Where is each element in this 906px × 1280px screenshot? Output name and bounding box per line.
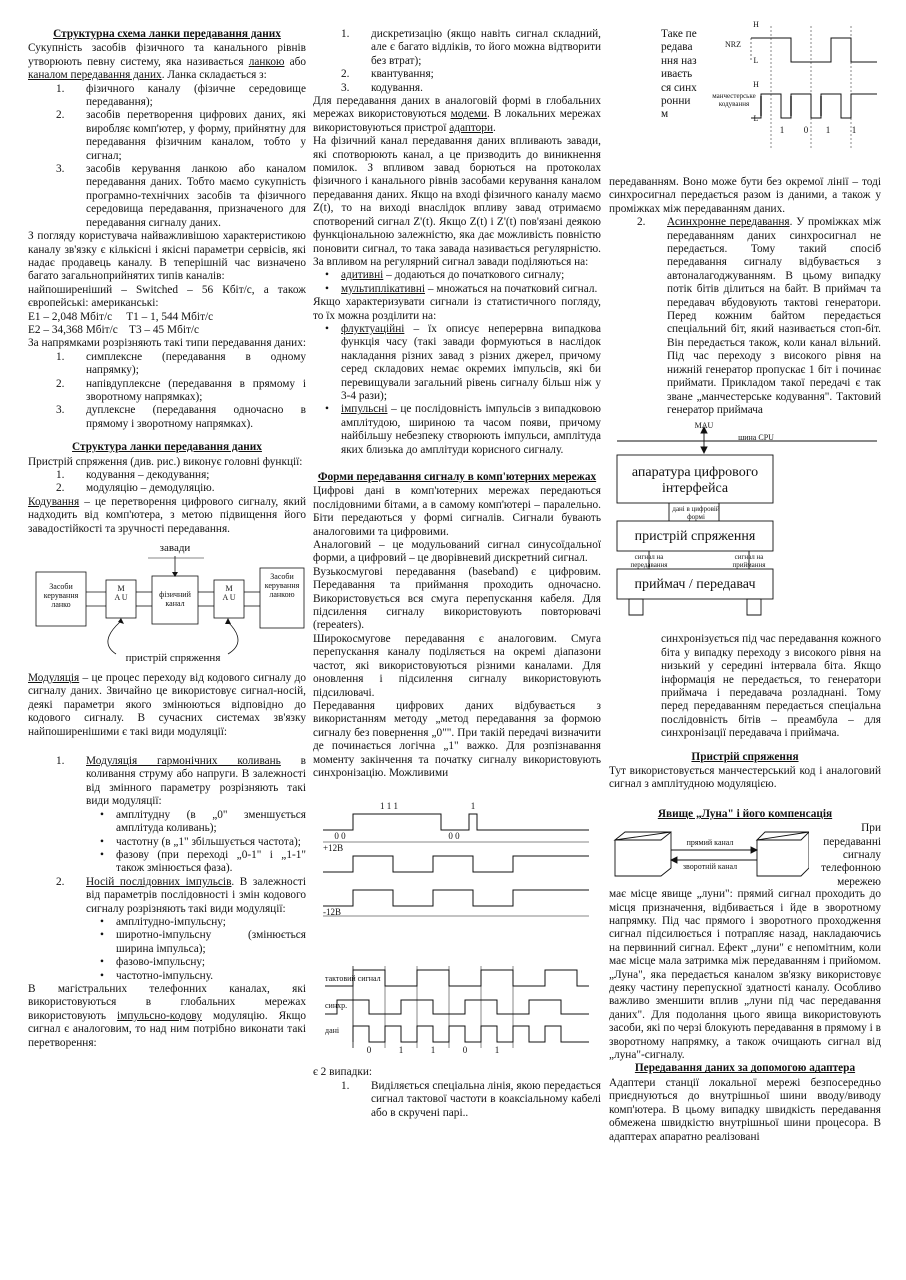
section-title: Явище „Луна" і його компенсація	[657, 807, 833, 820]
list-item: 2. модуляцію – демодуляцію.	[56, 482, 215, 495]
column-middle	[313, 28, 601, 1120]
reverse-channel-label: зворотній канал	[682, 862, 738, 872]
paragraph: Для передавання даних в аналоговій формі в глобальних мережах використовуються модеми. В локальних мережах використовуються пристрої адаптори.	[313, 95, 601, 134]
bit-label: 1	[825, 125, 831, 135]
sub-item: • фазово-імпульсну;	[100, 956, 206, 969]
list-item: 3. дуплексне (передавання одночасно в прямому і зворотному напрямках).	[56, 404, 306, 430]
section-title: Передавання даних за допомогою адаптера	[634, 1062, 856, 1075]
transceiver-box: приймач / передавач	[634, 577, 756, 593]
text: . Ланка складається з:	[161, 69, 267, 82]
sub-item: • амплітудно-імпульсну;	[100, 915, 226, 928]
cpu-bus-label: шина CPU	[738, 433, 774, 443]
sub-item: • амплітудну (в „0" зменшується амплітуда коливань);	[100, 808, 306, 835]
zeros-label: 0 0	[334, 831, 346, 842]
term: ланкою	[248, 55, 285, 68]
section-title: Структурна схема ланки передавання даних	[53, 28, 281, 40]
sub-item: • частотно-імпульсну.	[100, 969, 214, 982]
list	[313, 323, 601, 457]
section-title: Пристрій спряження	[691, 750, 799, 763]
figure-caption: пристрій спряження	[125, 652, 221, 665]
list-item: 1. Модуляція гармонічних коливань в коливання струму або напруги. В залежності від змінного параметру розрізняють такі види модуляції: • амплітудну (в „0" зменшується амплітуда коливань); • частотну (в „1" збільшується частота); • фазову (при переході „0-1" і „1-1" також змінюється фаза).	[56, 755, 306, 875]
list	[28, 469, 306, 496]
sub-item: • широтно-імпульсну (змінюється ширина імпульса);	[100, 929, 306, 955]
paragraph: Таке передавання називається синхронним	[661, 28, 697, 121]
bit-label: 0	[803, 125, 809, 135]
digital-data-label: дані в цифровій формі	[672, 505, 720, 522]
rates-line: E2 – 34,368 Мбіт/с T3 – 45 Мбіт/с	[28, 323, 200, 336]
list-item: 1. симплексне (передавання в одному напрямку);	[56, 350, 306, 377]
rates-line: E1 – 2,048 Мбіт/с T1 – 1, 544 Мбіт/с	[28, 310, 214, 323]
paragraph: Передавання цифрових даних відбувається з використанням методу „метод передавання за формою сигналу без повернення „0"". При такій передачі визначити де починається логічна „1" важко. Для розпізнавання моменту закінчення та початку сигналу використовують синхронізацію. Можливими	[313, 699, 601, 779]
signal-waveforms-figure	[313, 786, 601, 1066]
list-item: 2. напівдуплексне (передавання в прямому і зворотному напрямках);	[56, 377, 306, 403]
box-control-left: Засоби керування ланко	[43, 582, 79, 610]
paragraph: найпоширеніший – Switched – 56 Кбіт/с, а також європейські: американські:	[28, 283, 306, 310]
bit-label: 0	[462, 1045, 468, 1056]
sub-item: • частотну (в „1" збільшується частота);	[100, 835, 301, 848]
list-item: 3. кодування.	[341, 81, 423, 94]
nrz-label: NRZ	[725, 40, 741, 49]
list-item: 2. Носій послідовних імпульсів. В залежності від параметрів послідовності і змін кодового сигналу розрізняють такі види модуляції: • амплітудно-імпульсну; • широтно-імпульсну (змінюється ширина імпульса); • фазово-імпульсну; • частотно-імпульсну.	[56, 875, 307, 982]
digital-interface-box: апаратура цифрового інтерфейса	[631, 465, 759, 497]
noise-label: завади	[159, 542, 191, 555]
minus12-label: -12B	[323, 907, 341, 918]
h-label: H	[753, 80, 759, 89]
sub-item: • фазову (при переході „0-1" і „1-1" також змінюється фаза).	[100, 848, 306, 875]
sync-label: синхр.	[325, 1001, 348, 1011]
paragraph: Широкосмугове передавання є аналоговим. Смуга перепускання каналу поділяється на окремі діапазони частот, які використовуються різними каналами. Для оновлення і підсилення сигналу використовують підсилювачі.	[313, 632, 601, 699]
h-label: H	[753, 20, 759, 29]
section-title: Структура ланки передавання даних	[72, 441, 262, 454]
paragraph: Адаптери станції локальної мережі безпосередньо приєднуються до внутрішньої шини вводу/виводу комп'ютера. В цьому випадку швидкість передавання обмежена швидкістю внутрішньої шини процесора. В адаптерах апаратно реалізовані	[609, 1076, 881, 1143]
direct-channel-label: прямий канал	[686, 838, 734, 848]
paragraph: Модуляція – це процес переходу від кодового сигналу до сигналу даних. Звичайно це використовує сигнал-носій, деякі параметри якого змінюються відповідно до кодового сигналу. В сучасних системах зв'язку найпоширенішими є такі види модуляції:	[28, 672, 306, 738]
list	[313, 28, 601, 95]
paragraph: є 2 випадки:	[313, 1066, 373, 1079]
bit-label: 1	[398, 1045, 404, 1056]
list-item: 1. дискретизацію (якщо навіть сигнал складний, але є багато відліків, то його можна відтворити без втрат);	[341, 28, 601, 67]
bit-label: 1	[430, 1045, 436, 1056]
list-item: • мультиплікативні – множаться на початковий сигнал.	[325, 282, 598, 295]
paragraph: передаванням. Воно може бути без окремої лінії – тоді синхросигнал передається разом із даними, а також у проміжках між передаванням даних.	[609, 176, 881, 215]
echo-diagram	[609, 822, 881, 888]
paragraph: Тут використовується манчестерський код і аналоговий сигнал з амплітудною модуляцією.	[609, 764, 881, 791]
list-item: 2. Асинхронне передавання. У проміжках між передаванням даних синхросигнал не передається. Тому такий спосіб передавання сигналу відбувається з автоналагоджуванням. В цьому випадку потік бітів ділиться на байт. В приймач та передавач вбудовують тактові генератори. Перед кожним байтом передається спеціальний біт, який називається стоп-біт. Він передається також, коли канал вільний. Під час переходу з високого рівня на нижній генератор пропускає 1 біт і починає приймати. Прикладом такої передачі є так зване „манчестерське кодування". Тактовий генератор приймача	[637, 216, 881, 416]
bit-label: 1	[494, 1045, 500, 1056]
text: або	[284, 55, 306, 68]
paragraph: має місце явище „луни": прямий сигнал проходить до місця призначення, відбивається і йде в зворотному напрямку. Під час прямого і зворотного проходження сигнал підсилюється і потрапляє назад, накладаючись на первинний сигнал. Ефект „луни" є непомітним, коли має місце мала затримка між передаванням і прийомом. „Луна", яка передається каналом зв'язку використовує деяку частину перепускної здатності каналу. Особливо важливо зменшити вплив „луни під час передавання даних". Для подолання цього явища використовують засоби, які по черзі блокують передавання в прямому і в зворотному напрямку, а також очищають сигнал від „луна"-сигналу.	[609, 888, 881, 1062]
list	[28, 351, 306, 431]
rx-signal-label: сигнал на приймання	[732, 553, 766, 570]
box-mau-left: M A U	[114, 584, 128, 603]
paragraph: Аналоговий – це модульований сигнал синусоїдальної форми, а цифровий – це дворівневий дискретний сигнал.	[313, 539, 601, 565]
plus12-label: +12B	[323, 843, 344, 854]
list-item: 1. фізичного каналу (фізичне середовище передавання);	[56, 82, 306, 109]
interface-device-box: пристрій спряження	[634, 529, 756, 545]
l-label: L	[753, 56, 759, 65]
manchester-label: манчестерське кодування	[712, 92, 756, 108]
paragraph: При передаванні сигналу телефонною мережею	[821, 822, 881, 888]
l-label: L	[753, 114, 759, 123]
interface-diagram	[609, 421, 881, 633]
list-item: 2. квантування;	[341, 68, 434, 81]
paragraph: В магістральних телефонних каналах, які використовуються в глобальних мережах використовують імпульсно-кодову модуляцію. Якщо сигнал є аналоговим, то над ним потрібно виконати такі перетворення:	[28, 982, 306, 1049]
list-item: 3. засобів керування ланкою або каналом передавання даних. Тобто маємо сукупність програмно-технічних засобів та фізичного середовища передавання, призначеного для передавання сигналу даних.	[56, 163, 306, 229]
box-mau-right: M A U	[222, 584, 236, 603]
list-item: 1. Виділяється спеціальна лінія, якою передається сигнал тактової частоти в коаксіальному кабелі або в скручені парі..	[341, 1079, 601, 1119]
ones-label: 1 1 1	[380, 801, 398, 812]
tx-signal-label: сигнал на передавання	[630, 553, 668, 570]
bit-label: 1	[851, 125, 857, 135]
paragraph: Цифрові дані в комп'ютерних мережах передаються послідовними бітами, а в самому комп'ютері – паралельно. Біти передаються у формі сигналів. Сигнали бувають аналоговими та цифровими.	[313, 485, 601, 538]
paragraph: З погляду користувача найважливішою характеристикою каналу зв'язку є кількісні і якісні параметри сервісів, які надає продавець каналу. В теперішній час визначено багато загальноприйнятих типів каналів:	[28, 230, 306, 283]
column-left	[28, 28, 306, 1050]
one-label: 1	[470, 801, 476, 812]
text: Сукупність засобів фізичного та канального рівнів утворюють певну систему, яка називається	[28, 42, 306, 68]
list	[313, 269, 601, 296]
column-right	[609, 20, 881, 1144]
list	[28, 83, 306, 230]
paragraph: На фізичний канал передавання даних впливають завади, які спотворюють канал, а це призводить до виникнення помилок. З впливом завад борються на протоколах фізичного і канального рівнів засобами керування каналом передавання даних. Якщо на вході фізичного каналу маємо Z(t), то на виході внаслідок впливу завад отримаємо спотворений сигнал Z'(t). Якщо Z(t) і Z'(t) пов'язані деякою функціональною залежністю, яка дає можливість повністю поновити сигнал, то така завада називається регулярністю. За впливом на регулярний сигнал завади поділяються на:	[313, 135, 601, 268]
paragraph: За напрямками розрізняють такі типи передавання даних:	[28, 337, 306, 350]
paragraph: Кодування – це перетворення цифрового сигналу, який надходить від комп'ютера, з метою підвищення його завадостійкості та зручності передавання.	[28, 495, 306, 535]
mau-label: MAU	[694, 421, 714, 431]
paragraph: Вузькосмугові передавання (baseband) є цифровим. Передавання та приймання проходить одночасно. Використовується вся смуга перепускання кабеля. Для підсилення сигналу використовують повторювачі (repeaters).	[313, 565, 601, 632]
zeros-label: 0 0	[448, 831, 460, 842]
list-item: 1. кодування – декодування;	[56, 469, 210, 481]
list-item: • імпульсні – це послідовність імпульсів з випадковою амплітудою, шириною та часом появи, причому найбільшу небезпеку створюють імпульси, амплітуда яких близька до амплітуди корисного сигналу.	[325, 403, 601, 456]
paragraph: Пристрій спряження (див. рис.) виконує головні функції:	[28, 455, 303, 468]
modulation-list	[28, 755, 306, 983]
list-item: • адитивні – додаються до початкового сигналу;	[325, 269, 565, 282]
paragraph	[28, 42, 306, 82]
paragraph: Якщо характеризувати сигнали із статистичного погляду, то їх можна розділити на:	[313, 296, 601, 322]
list	[609, 216, 881, 417]
box-control-right: Засоби керування ланкою	[264, 572, 300, 600]
term: каналом передавання даних	[28, 69, 162, 82]
paragraph: синхронізується під час передавання кожного біта у випадку переходу з високого рівня на низький у середині інтервала біта. Якщо інформація не передається, то генератори приймача і передавача розладнані. Тому перед передаванням передається спеціальна послідовність бітів – преамбула – для синхронізації передавача і приймача.	[661, 633, 881, 740]
bit-label: 0	[366, 1045, 372, 1056]
box-physical-channel: фізичний канал	[159, 590, 191, 609]
encoding-figure	[609, 20, 881, 176]
list-item: 2. засобів перетворення цифрових даних, які виробляє комп'ютер, у форму, прийнятну для передавання фізичним каналом, тобто у сигнал;	[56, 109, 306, 162]
clock-label: тактовий сигнал	[325, 974, 381, 984]
list	[313, 1080, 601, 1120]
list-item: • флуктуаційні – їх описує неперервна випадкова функція часу (такі завади формуються в наслідок накладання різних завад з різних джерел, причому серед складових немає окремих імпульсів, які би перевищували загальний рівень сигналу більш ніж у 3-4 рази);	[325, 322, 601, 402]
section-title: Форми передавання сигналу в комп'ютерних мережах	[317, 471, 597, 483]
link-structure-diagram	[28, 542, 306, 666]
data-label: дані	[325, 1026, 340, 1036]
bit-label: 1	[779, 125, 785, 135]
